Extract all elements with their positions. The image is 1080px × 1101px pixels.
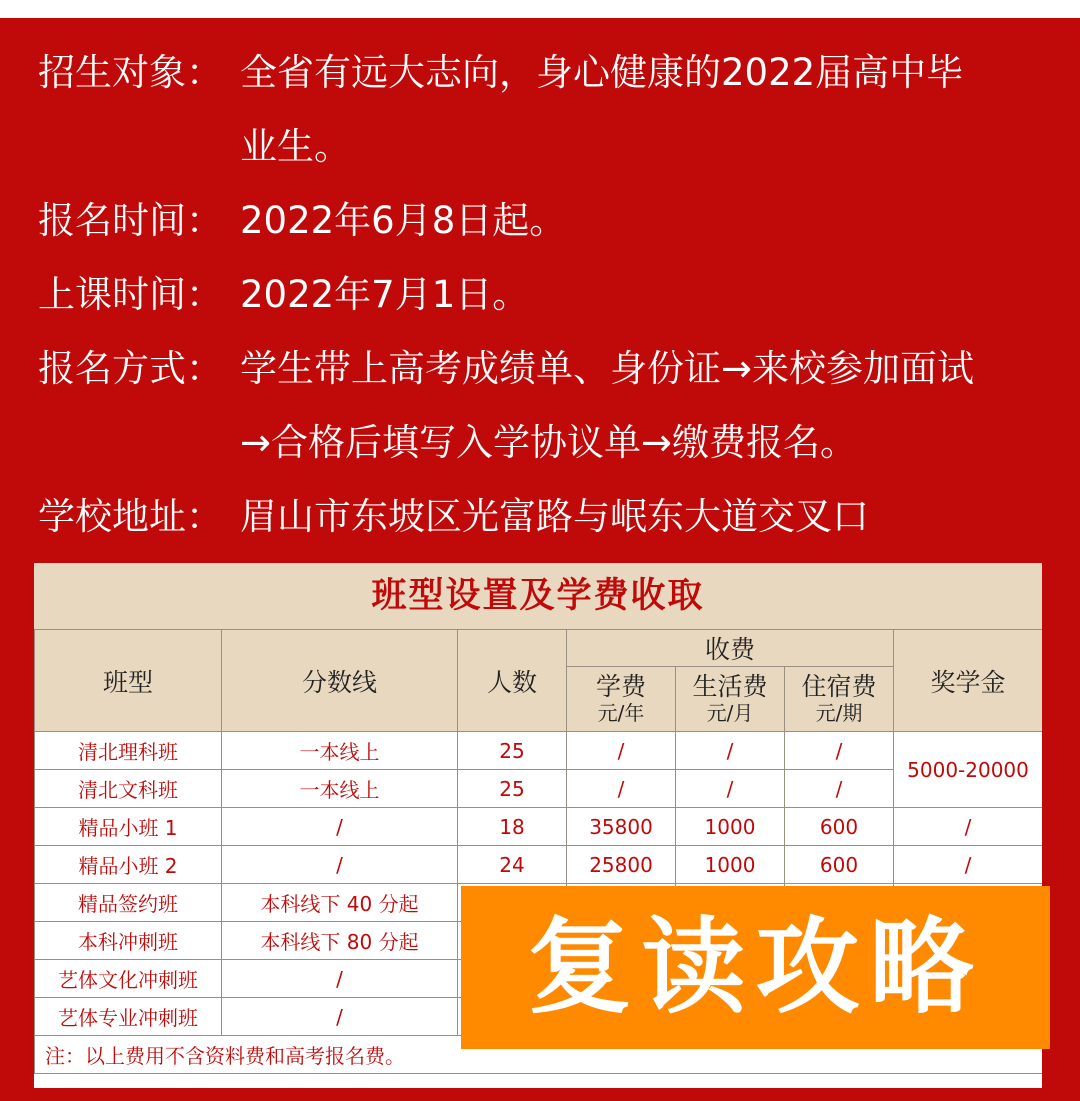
cell-count: 24 [458,846,567,884]
info-line: 学生带上高考成绩单、身份证→来校参加面试 [240,347,975,390]
cell-lodging: 600 [785,846,894,884]
info-row-class-time [38,258,1068,332]
info-line: 眉山市东坡区光富路与岷东大道交叉口 [240,495,869,538]
info-label: 招生对象： [38,51,223,94]
header-lodging-label: 住宿费 [801,672,877,701]
table-note: 注：以上费用不含资料费和高考报名费。 [35,1036,1043,1074]
cell-tuition: / [567,732,676,770]
info-line: 2022年6月8日起。 [240,199,567,242]
header-tuition-label: 学费 [595,672,646,701]
header-class-type: 班型 [35,630,222,732]
cell-score: / [222,846,458,884]
header-living-unit: 元/月 [706,701,754,725]
cell-class-name: 精品签约班 [35,884,222,922]
cell-class-name: 艺体文化冲刺班 [35,960,222,998]
cell-count: 25 [458,732,567,770]
table-row [35,732,1043,770]
cell-score: 本科线下 80 分起 [222,922,458,960]
info-line: →合格后填写入学协议单→缴费报名。 [240,421,858,464]
top-white-band [0,0,1080,18]
info-value [240,480,1068,554]
header-tuition [567,667,676,732]
cell-class-name: 精品小班 1 [35,808,222,846]
cell-lodging: / [785,770,894,808]
cell-score: 本科线下 40 分起 [222,884,458,922]
header-score-line: 分数线 [222,630,458,732]
info-value [240,184,1068,258]
table-row [35,846,1043,884]
info-line: 业生。 [240,125,351,168]
header-scholarship: 奖学金 [894,630,1042,732]
cell-lodging: / [785,732,894,770]
header-lodging-unit: 元/期 [815,701,863,725]
header-tuition-unit: 元/年 [597,701,645,725]
cell-class-name: 清北文科班 [35,770,222,808]
cell-living: / [676,770,785,808]
cell-scholarship: / [894,808,1042,846]
table-title: 班型设置及学费收取 [34,563,1042,629]
cell-score: / [222,998,458,1036]
cell-class-name: 清北理科班 [35,732,222,770]
header-fees: 收费 [567,630,894,667]
cell-tuition: / [567,770,676,808]
cell-tuition: 25800 [567,846,676,884]
info-line: 全省有远大志向，身心健康的2022届高中毕 [240,51,964,94]
header-living-label: 生活费 [692,672,768,701]
cell-score: 一本线上 [222,770,458,808]
info-row-register-time [38,184,1068,258]
info-label: 报名时间： [38,199,223,242]
table-row [35,770,1043,808]
header-lodging [785,667,894,732]
info-row-register-method [38,332,1068,480]
cell-class-name: 精品小班 2 [35,846,222,884]
enrollment-info [38,36,1068,554]
info-label: 报名方式： [38,347,223,390]
cell-living: 1000 [676,808,785,846]
cell-class-name: 艺体专业冲刺班 [35,998,222,1036]
cell-class-name: 本科冲刺班 [35,922,222,960]
header-count: 人数 [458,630,567,732]
cell-scholarship: / [894,846,1042,884]
table-row [35,808,1043,846]
header-living [676,667,785,732]
cell-lodging: 600 [785,808,894,846]
info-value [240,258,1068,332]
info-label: 学校地址： [38,495,223,538]
cell-tuition: 35800 [567,808,676,846]
cell-count: 18 [458,808,567,846]
cell-score: / [222,808,458,846]
info-line: 2022年7月1日。 [240,273,530,316]
info-row-target [38,36,1068,184]
info-label: 上课时间： [38,273,223,316]
cell-living: 1000 [676,846,785,884]
info-value [240,332,1068,480]
cell-count: 25 [458,770,567,808]
overlay-banner: 复读攻略 [461,886,1050,1049]
cell-score: / [222,960,458,998]
cell-living: / [676,732,785,770]
cell-score: 一本线上 [222,732,458,770]
cell-scholarship-merged: 5000-20000 [894,732,1042,808]
info-value [240,36,1068,184]
info-row-address [38,480,1068,554]
